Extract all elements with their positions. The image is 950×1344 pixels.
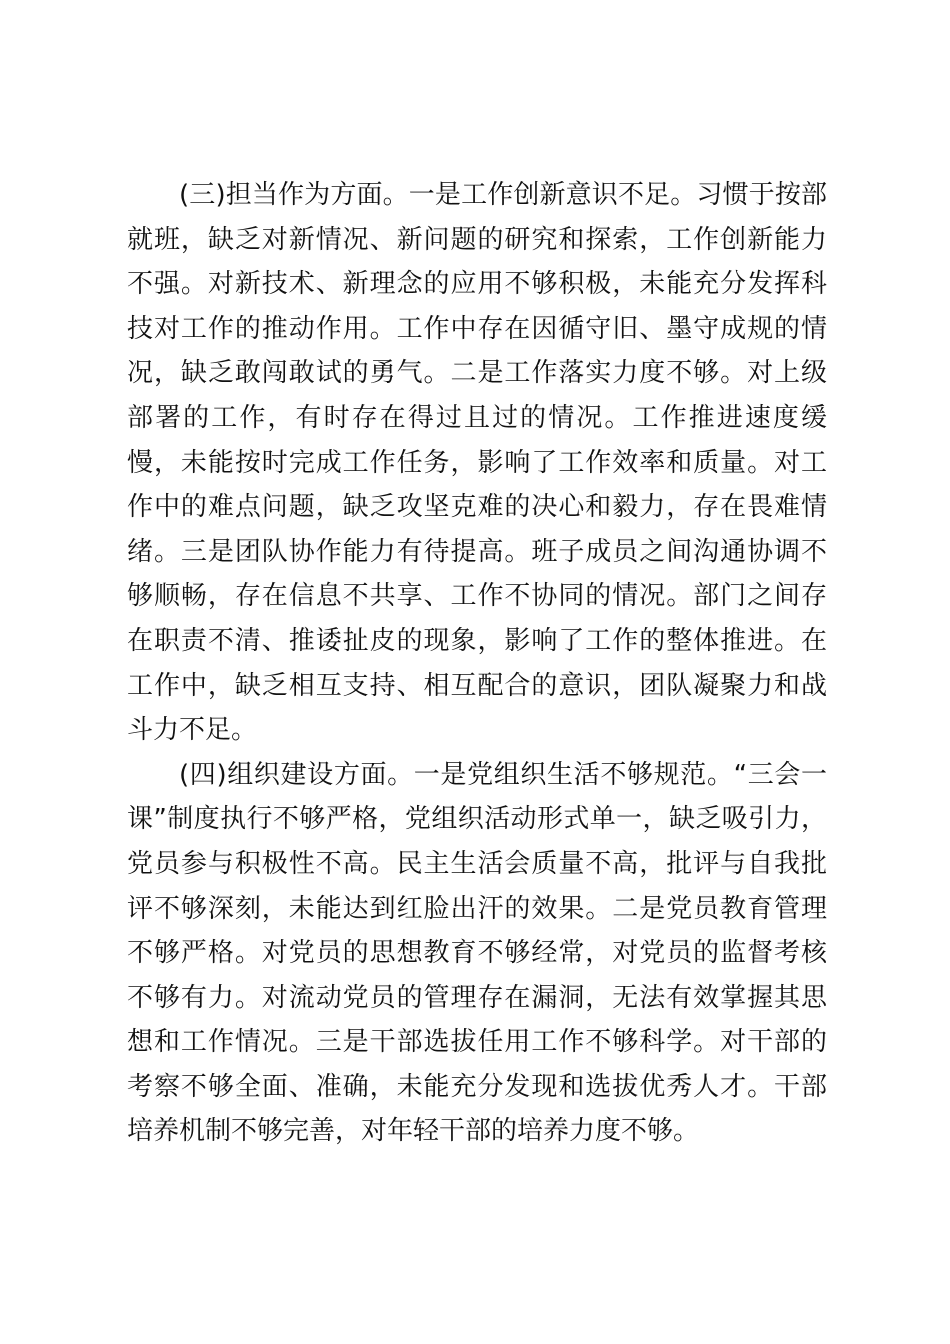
paragraph-organization: (四)组织建设方面。一是党组织生活不够规范。“三会一课”制度执行不够严格，党组织活动形式单一，缺乏吸引力，党员参与积极性不高。民主生活会质量不高，批评与自我批评不够深刻，未能达到红脸出汗的效果。二是党员教育管理不够严格。对党员的思想教育不够经常，对党员的监督考核不够有力。对流动党员的管理存在漏洞，无法有效掌握其思想和工作情况。三是干部选拔任用工作不够科学。对干部的考察不够全面、准确，未能充分发现和选拔优秀人才。干部培养机制不够完善，对年轻干部的培养力度不够。 <box>127 759 827 1147</box>
paragraph-responsibility: (三)担当作为方面。一是工作创新意识不足。习惯于按部就班，缺乏对新情况、新问题的研究和探索，工作创新能力不强。对新技术、新理念的应用不够积极，未能充分发挥科技对工作的推动作用。工作中存在因循守旧、墨守成规的情况，缺乏敢闯敢试的勇气。二是工作落实力度不够。对上级部署的工作，有时存在得过且过的情况。工作推进速度缓慢，未能按时完成工作任务，影响了工作效率和质量。对工作中的难点问题，缺乏攻坚克难的决心和毅力，存在畏难情绪。三是团队协作能力有待提高。班子成员之间沟通协调不够顺畅，存在信息不共享、工作不协同的情况。部门之间存在职责不清、推诿扯皮的现象，影响了工作的整体推进。在工作中，缺乏相互支持、相互配合的意识，团队凝聚力和战斗力不足。 <box>127 180 827 746</box>
document-body <box>127 173 827 1154</box>
